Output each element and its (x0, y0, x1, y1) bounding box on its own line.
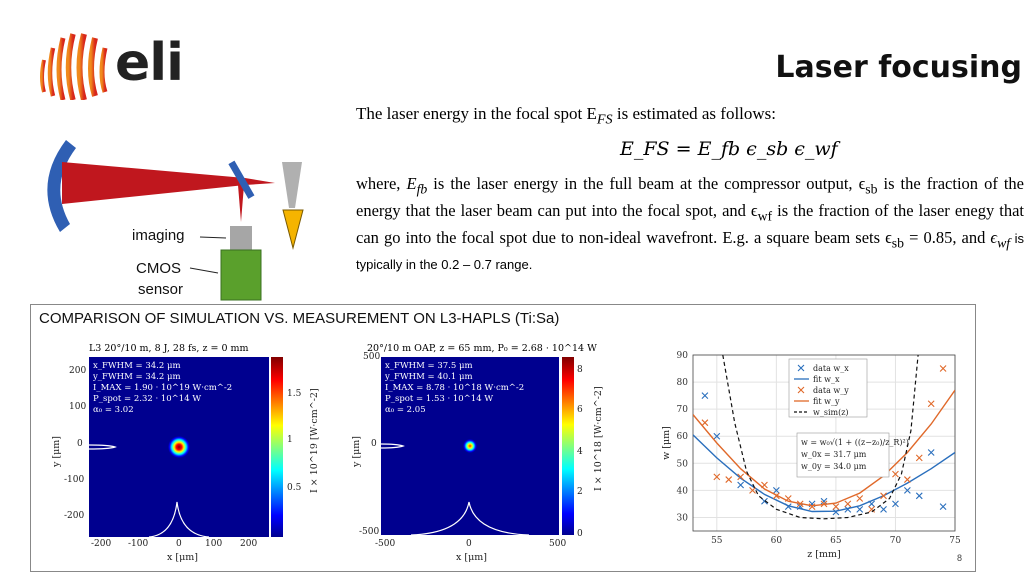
map1-plot (89, 357, 269, 537)
intro-end: is estimated as follows: (612, 104, 777, 123)
map1-y-profile (89, 445, 115, 449)
laser-beam-reflect-icon (245, 178, 275, 185)
y-tick-label: 70 (676, 405, 688, 416)
cmos-sensor-icon (221, 250, 261, 300)
data-point (916, 455, 922, 461)
map1-ann-yfwhm: y_FWHM = 34.2 μm (93, 372, 181, 382)
map1-annotations (93, 361, 232, 416)
map1-cbar-tick: 1 (287, 435, 293, 445)
map1-ann-pspot: P_spot = 2.32 · 10^14 W (93, 394, 202, 404)
map2-focal-spot (463, 439, 477, 453)
y-tick-label: 50 (676, 459, 688, 470)
data-point (940, 366, 946, 372)
map2-x-profile (411, 502, 529, 535)
y-tick-label: 90 (676, 351, 688, 361)
map1-ytick: 200 (69, 366, 87, 376)
map2-ytick: 500 (363, 352, 381, 362)
desc-efb-sub: fb (416, 181, 428, 197)
map1-xlabel: x [μm] (167, 552, 198, 563)
map2-annotations (385, 361, 524, 416)
imaging-lens-icon (230, 226, 252, 250)
desc-part: is the fraction of the laser enegy that can go into the focal spot due to non-ideal wavefront. E.g. a square beam sets ϵ (356, 200, 1024, 247)
beam-cone-yellow-icon (283, 210, 303, 248)
map2-ylabel: y [μm] (351, 436, 362, 467)
data-point (916, 493, 922, 499)
laser-beam-icon (62, 162, 245, 204)
map2-title: 20°/10 m OAP, z = 65 mm, P₀ = 2.68 · 10^14 W (367, 343, 597, 354)
map2-xlabel: x [μm] (456, 552, 487, 563)
map1-ann-alpha: α₀ = 3.02 (93, 405, 134, 415)
desc-part: is typically in the 0.2 – 0.7 range. (356, 230, 1025, 273)
map1-xtick: 100 (205, 539, 223, 549)
desc-eps-wf: ϵ (990, 227, 998, 247)
map2-ann-yfwhm: y_FWHM = 40.1 μm (385, 372, 473, 382)
desc-part: = 0.85, and (904, 227, 991, 247)
map2-xtick: -500 (375, 539, 396, 549)
y-tick-label: 60 (676, 432, 688, 443)
logo-text: eli (115, 33, 183, 93)
data-point (881, 506, 887, 512)
x-tick-label: 55 (711, 536, 723, 546)
map2-cbar-tick: 0 (577, 529, 583, 539)
map2-ytick: 0 (371, 439, 377, 449)
y-tick-label: 30 (676, 513, 688, 524)
data-point (928, 449, 934, 455)
map1-focal-spot (168, 436, 190, 458)
intro-text (356, 104, 776, 128)
desc-eps-wf-sub: wf (997, 234, 1011, 250)
map1-cbar-tick: 1.5 (287, 389, 302, 399)
map1-x-profile (149, 502, 209, 537)
data-point (940, 504, 946, 510)
map2-cbar-tick: 6 (577, 405, 583, 415)
desc-sb2-sub: sb (891, 234, 905, 250)
map1-ytick: -100 (64, 475, 85, 485)
map2-cbar-tick: 8 (577, 365, 583, 375)
desc-part: is the fraction of the energy that the laser beam can put into the focal spot, and ϵ (356, 174, 1025, 220)
map1-cbar-label: I × 10^19 [W·cm^-2] (309, 388, 320, 493)
corner-mark: 8 (957, 553, 963, 563)
map1-ylabel: y [μm] (51, 436, 62, 467)
map1-ytick: 100 (69, 402, 87, 412)
comparison-figure (30, 304, 976, 572)
fit-formula-line: w = w₀√(1 + ((z−z₀)/z_R)²) (801, 438, 909, 447)
x-tick-label: 60 (770, 536, 783, 546)
map2-cbar-tick: 4 (577, 447, 583, 457)
x-tick-label: 70 (889, 536, 902, 546)
desc-part: where, (356, 174, 407, 193)
sensor-label: sensor (138, 281, 184, 298)
x-axis-label: z [mm] (807, 549, 841, 560)
map2-ann-alpha: α₀ = 2.05 (385, 405, 426, 415)
data-point (702, 420, 708, 426)
beam-cone-grey-icon (282, 162, 302, 208)
intro-sub: FS (596, 111, 613, 128)
map1-xtick: 0 (176, 539, 182, 549)
legend-entry: fit w_x (813, 375, 840, 384)
map1-ann-imax: I_MAX = 1.90 · 10^19 W·cm^-2 (93, 383, 233, 393)
data-point (857, 496, 863, 502)
map1-xtick: -200 (91, 539, 112, 549)
fit-formula-line: w_0x = 31.7 μm (801, 450, 867, 459)
fit-formula-line: w_0y = 34.0 μm (801, 462, 867, 471)
map1-xtick: 200 (240, 539, 258, 549)
slide-title: Laser focusing (775, 50, 1022, 85)
desc-wf-sub: wf (757, 208, 773, 224)
data-point (726, 477, 732, 483)
desc-efb: E (406, 174, 417, 193)
cmos-label: CMOS (136, 260, 181, 277)
legend-entry: fit w_y (813, 397, 840, 406)
description-text (356, 173, 1024, 276)
pickoff-beam-icon (238, 185, 244, 222)
map2-ytick: -500 (359, 527, 380, 537)
y-tick-label: 80 (676, 378, 688, 389)
map2-y-profile (381, 444, 403, 448)
data-point (904, 477, 910, 483)
map1-cbar-tick: 0.5 (287, 483, 302, 493)
data-point (738, 482, 744, 488)
x-tick-label: 65 (830, 536, 842, 546)
focusing-setup-diagram (40, 140, 340, 305)
intro-start: The laser energy in the focal spot E (356, 104, 597, 123)
map1-ytick: 0 (77, 439, 83, 449)
map1-xtick: -100 (128, 539, 149, 549)
data-point (702, 393, 708, 399)
eli-logo-stripes-icon (40, 30, 112, 100)
map1-colorbar (271, 357, 283, 537)
imaging-label: imaging (132, 227, 185, 244)
legend-entry: data w_x (813, 364, 849, 373)
desc-part: is the laser energy in the full beam at the compressor output, ϵ (427, 174, 866, 193)
map2-ann-xfwhm: x_FWHM = 37.5 μm (385, 361, 473, 371)
data-point (845, 501, 851, 507)
map2-plot (381, 357, 559, 535)
legend-entry: data w_y (813, 386, 849, 395)
map1-ann-xfwhm: x_FWHM = 34.2 μm (93, 361, 181, 371)
map1-title: L3 20°/10 m, 8 J, 28 fs, z = 0 mm (89, 343, 249, 354)
beam-waist-chart (659, 347, 969, 569)
data-point (857, 506, 863, 512)
data-point (881, 493, 887, 499)
map2-ann-pspot: P_spot = 1.53 · 10^14 W (385, 394, 494, 404)
map2-xtick: 500 (549, 539, 567, 549)
y-tick-label: 40 (676, 486, 688, 497)
map1-ytick: -200 (64, 511, 85, 521)
x-tick-label: 75 (949, 536, 961, 546)
desc-sb-sub: sb (865, 181, 878, 197)
map2-ann-imax: I_MAX = 8.78 · 10^18 W·cm^-2 (385, 383, 525, 393)
map2-cbar-tick: 2 (577, 487, 583, 497)
data-point (928, 401, 934, 407)
energy-formula: E_FS = E_fb ϵ_sb ϵ_wf (620, 138, 838, 160)
map2-xtick: 0 (466, 539, 472, 549)
eli-logo (40, 30, 210, 100)
figure-title: COMPARISON OF SIMULATION VS. MEASUREMENT ON L3-HAPLS (Ti:Sa) (39, 310, 560, 327)
y-axis-label: w [μm] (661, 426, 672, 460)
map2-cbar-label: I × 10^18 [W·cm^-2] (593, 386, 604, 491)
legend-entry: w_sim(z) (813, 408, 849, 417)
map2-colorbar (562, 357, 574, 535)
